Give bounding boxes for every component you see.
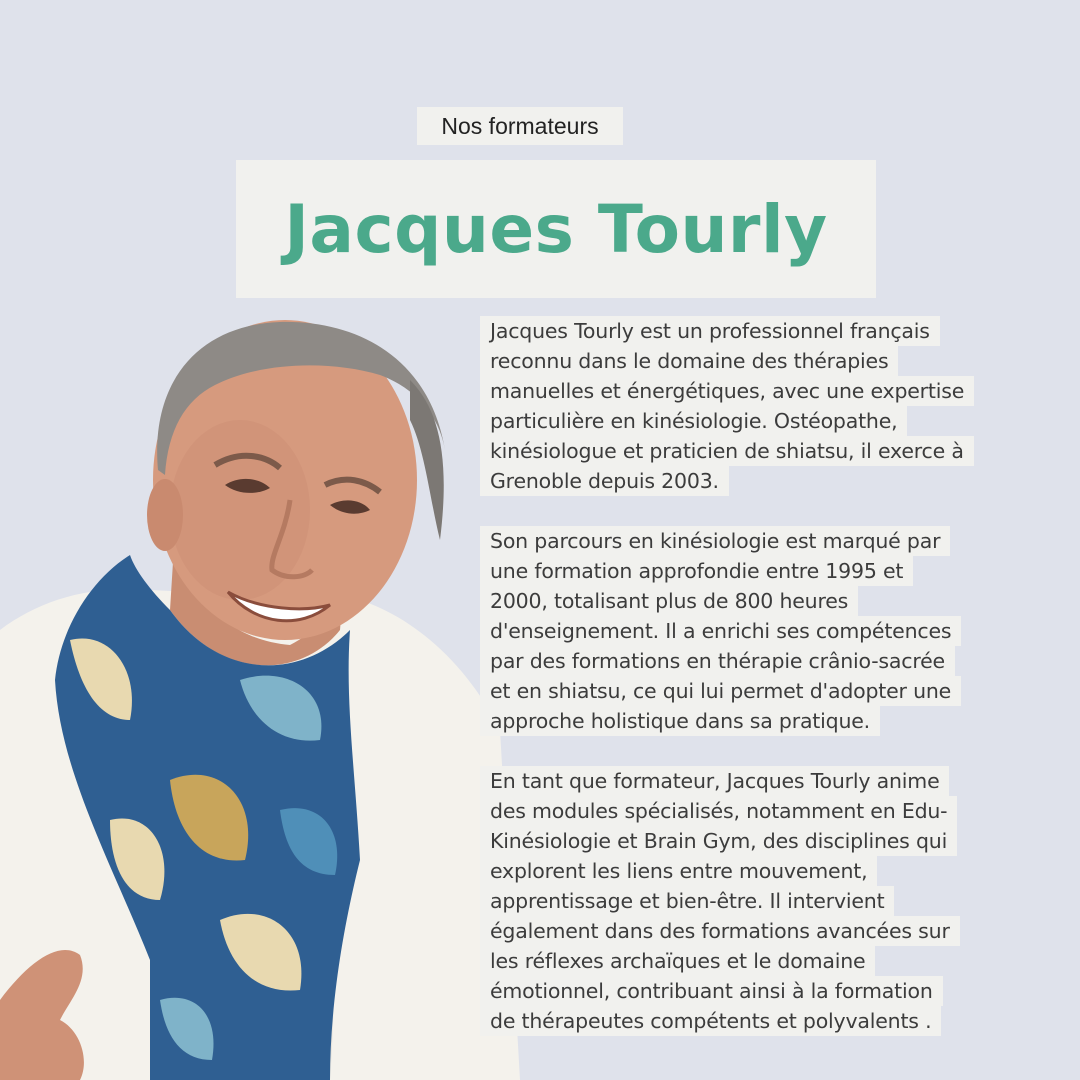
section-tag-label: Nos formateurs: [441, 112, 599, 139]
bio-line: des modules spécialisés, notamment en Edu-: [480, 796, 957, 826]
bio-line: explorent les liens entre mouvement,: [480, 856, 877, 886]
bio-line: apprentissage et bien-être. Il intervient: [480, 886, 894, 916]
bio-line: par des formations en thérapie crânio-sacrée: [480, 646, 955, 676]
bio-line: Jacques Tourly est un professionnel français: [480, 316, 940, 346]
bio-line: Son parcours en kinésiologie est marqué par: [480, 526, 950, 556]
bio-paragraph: [480, 316, 1076, 496]
bio-line: d'enseignement. Il a enrichi ses compétences: [480, 616, 961, 646]
bio-line: et en shiatsu, ce qui lui permet d'adopter une: [480, 676, 961, 706]
bio-line: particulière en kinésiologie. Ostéopathe,: [480, 406, 907, 436]
bio-line: les réflexes archaïques et le domaine: [480, 946, 875, 976]
bio-line: Grenoble depuis 2003.: [480, 466, 729, 496]
bio-line: une formation approfondie entre 1995 et: [480, 556, 913, 586]
bio-paragraph: [480, 766, 1076, 1036]
ear-shape: [147, 479, 183, 551]
bio-line: 2000, totalisant plus de 800 heures: [480, 586, 858, 616]
bio-line: manuelles et énergétiques, avec une expertise: [480, 376, 974, 406]
bio-paragraph: [480, 526, 1076, 736]
name-banner: [236, 160, 876, 298]
bio-line: Kinésiologie et Brain Gym, des disciplines qui: [480, 826, 957, 856]
section-tag: [417, 107, 623, 145]
trainer-name: Jacques Tourly: [284, 190, 828, 268]
bio-line: émotionnel, contribuant ainsi à la formation: [480, 976, 943, 1006]
bio-line: reconnu dans le domaine des thérapies: [480, 346, 898, 376]
bio-line: approche holistique dans sa pratique.: [480, 706, 880, 736]
bio-line: également dans des formations avancées sur: [480, 916, 960, 946]
bio-line: En tant que formateur, Jacques Tourly anime: [480, 766, 949, 796]
bio-line: kinésiologue et praticien de shiatsu, il exerce à: [480, 436, 974, 466]
bio-line: de thérapeutes compétents et polyvalents .: [480, 1006, 941, 1036]
trainer-bio: [480, 316, 1076, 1036]
